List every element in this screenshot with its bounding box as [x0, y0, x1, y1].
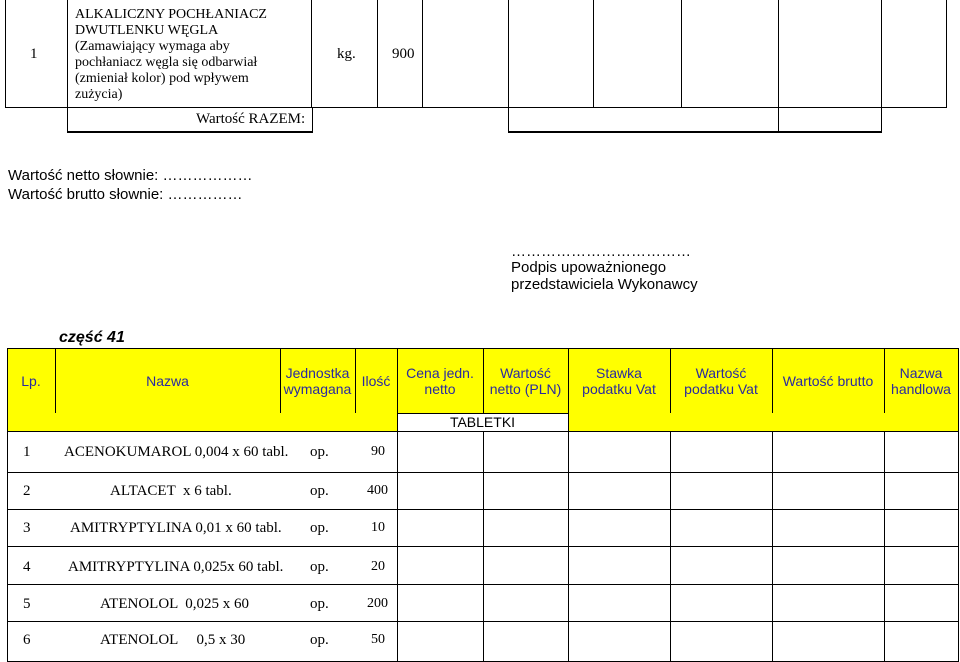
total-label: Wartość RAZEM:: [196, 111, 306, 127]
row-lp: 5: [23, 596, 31, 612]
header-qty: Ilość: [361, 372, 391, 389]
section-label: TABLETKI: [449, 414, 516, 430]
netto-words: Wartość netto słownie: ………………: [8, 167, 253, 184]
row-unit: op.: [310, 520, 329, 536]
row-qty: 20: [371, 559, 385, 574]
header-unit-price: Cena jedn. netto: [406, 364, 474, 397]
row-name: ALTACET x 6 tabl.: [110, 483, 232, 499]
signature-line-2: przedstawiciela Wykonawcy: [511, 276, 698, 293]
row-qty: 10: [371, 520, 385, 535]
top-row-quantity: 900: [392, 46, 415, 62]
row-name: ATENOLOL 0,5 x 30: [100, 632, 246, 648]
row-unit: op.: [310, 483, 329, 499]
row-name: ATENOLOL 0,025 x 60: [100, 596, 250, 612]
signature-dots: ………………………………: [511, 243, 691, 260]
row-lp: 4: [23, 559, 31, 575]
top-row-unit: kg.: [337, 46, 356, 62]
header-gross-value: Wartość brutto: [782, 372, 874, 389]
row-name: AMITRYPTYLINA 0,025x 60 tabl.: [68, 559, 284, 575]
row-lp: 6: [23, 632, 31, 648]
header-net-value: Wartość netto (PLN): [489, 364, 562, 397]
row-lp: 3: [23, 520, 31, 536]
row-unit: op.: [310, 444, 329, 460]
row-unit: op.: [310, 559, 329, 575]
header-lp: Lp.: [21, 372, 41, 389]
signature-line-1: Podpis upoważnionego: [511, 259, 667, 276]
part-title: część 41: [59, 329, 125, 346]
header-trade-name: Nazwa handlowa: [891, 364, 951, 397]
row-unit: op.: [310, 596, 329, 612]
header-unit: Jednostka wymagana: [283, 364, 352, 397]
brutto-words: Wartość brutto słownie: ……………: [8, 186, 243, 203]
row-qty: 400: [367, 483, 388, 498]
top-row-item-name: ALKALICZNY POCHŁANIACZ DWUTLENKU WĘGLA (Zamawiający wymaga aby pochłaniacz węgla się odbarwiał (zmieniał kolor) pod wpływem zużycia): [75, 7, 267, 102]
row-lp: 1: [23, 444, 31, 460]
row-qty: 90: [371, 444, 385, 459]
row-name: ACENOKUMAROL 0,004 x 60 tabl.: [64, 444, 289, 460]
row-unit: op.: [310, 632, 329, 648]
row-lp: 2: [23, 483, 31, 499]
header-vat-value: Wartość podatku Vat: [684, 364, 758, 397]
row-name: AMITRYPTYLINA 0,01 x 60 tabl.: [70, 520, 282, 536]
top-row-number: 1: [30, 46, 38, 62]
row-qty: 50: [371, 632, 385, 647]
header-vat-rate: Stawka podatku Vat: [582, 364, 656, 397]
header-name: Nazwa: [146, 372, 189, 389]
row-qty: 200: [367, 596, 388, 611]
